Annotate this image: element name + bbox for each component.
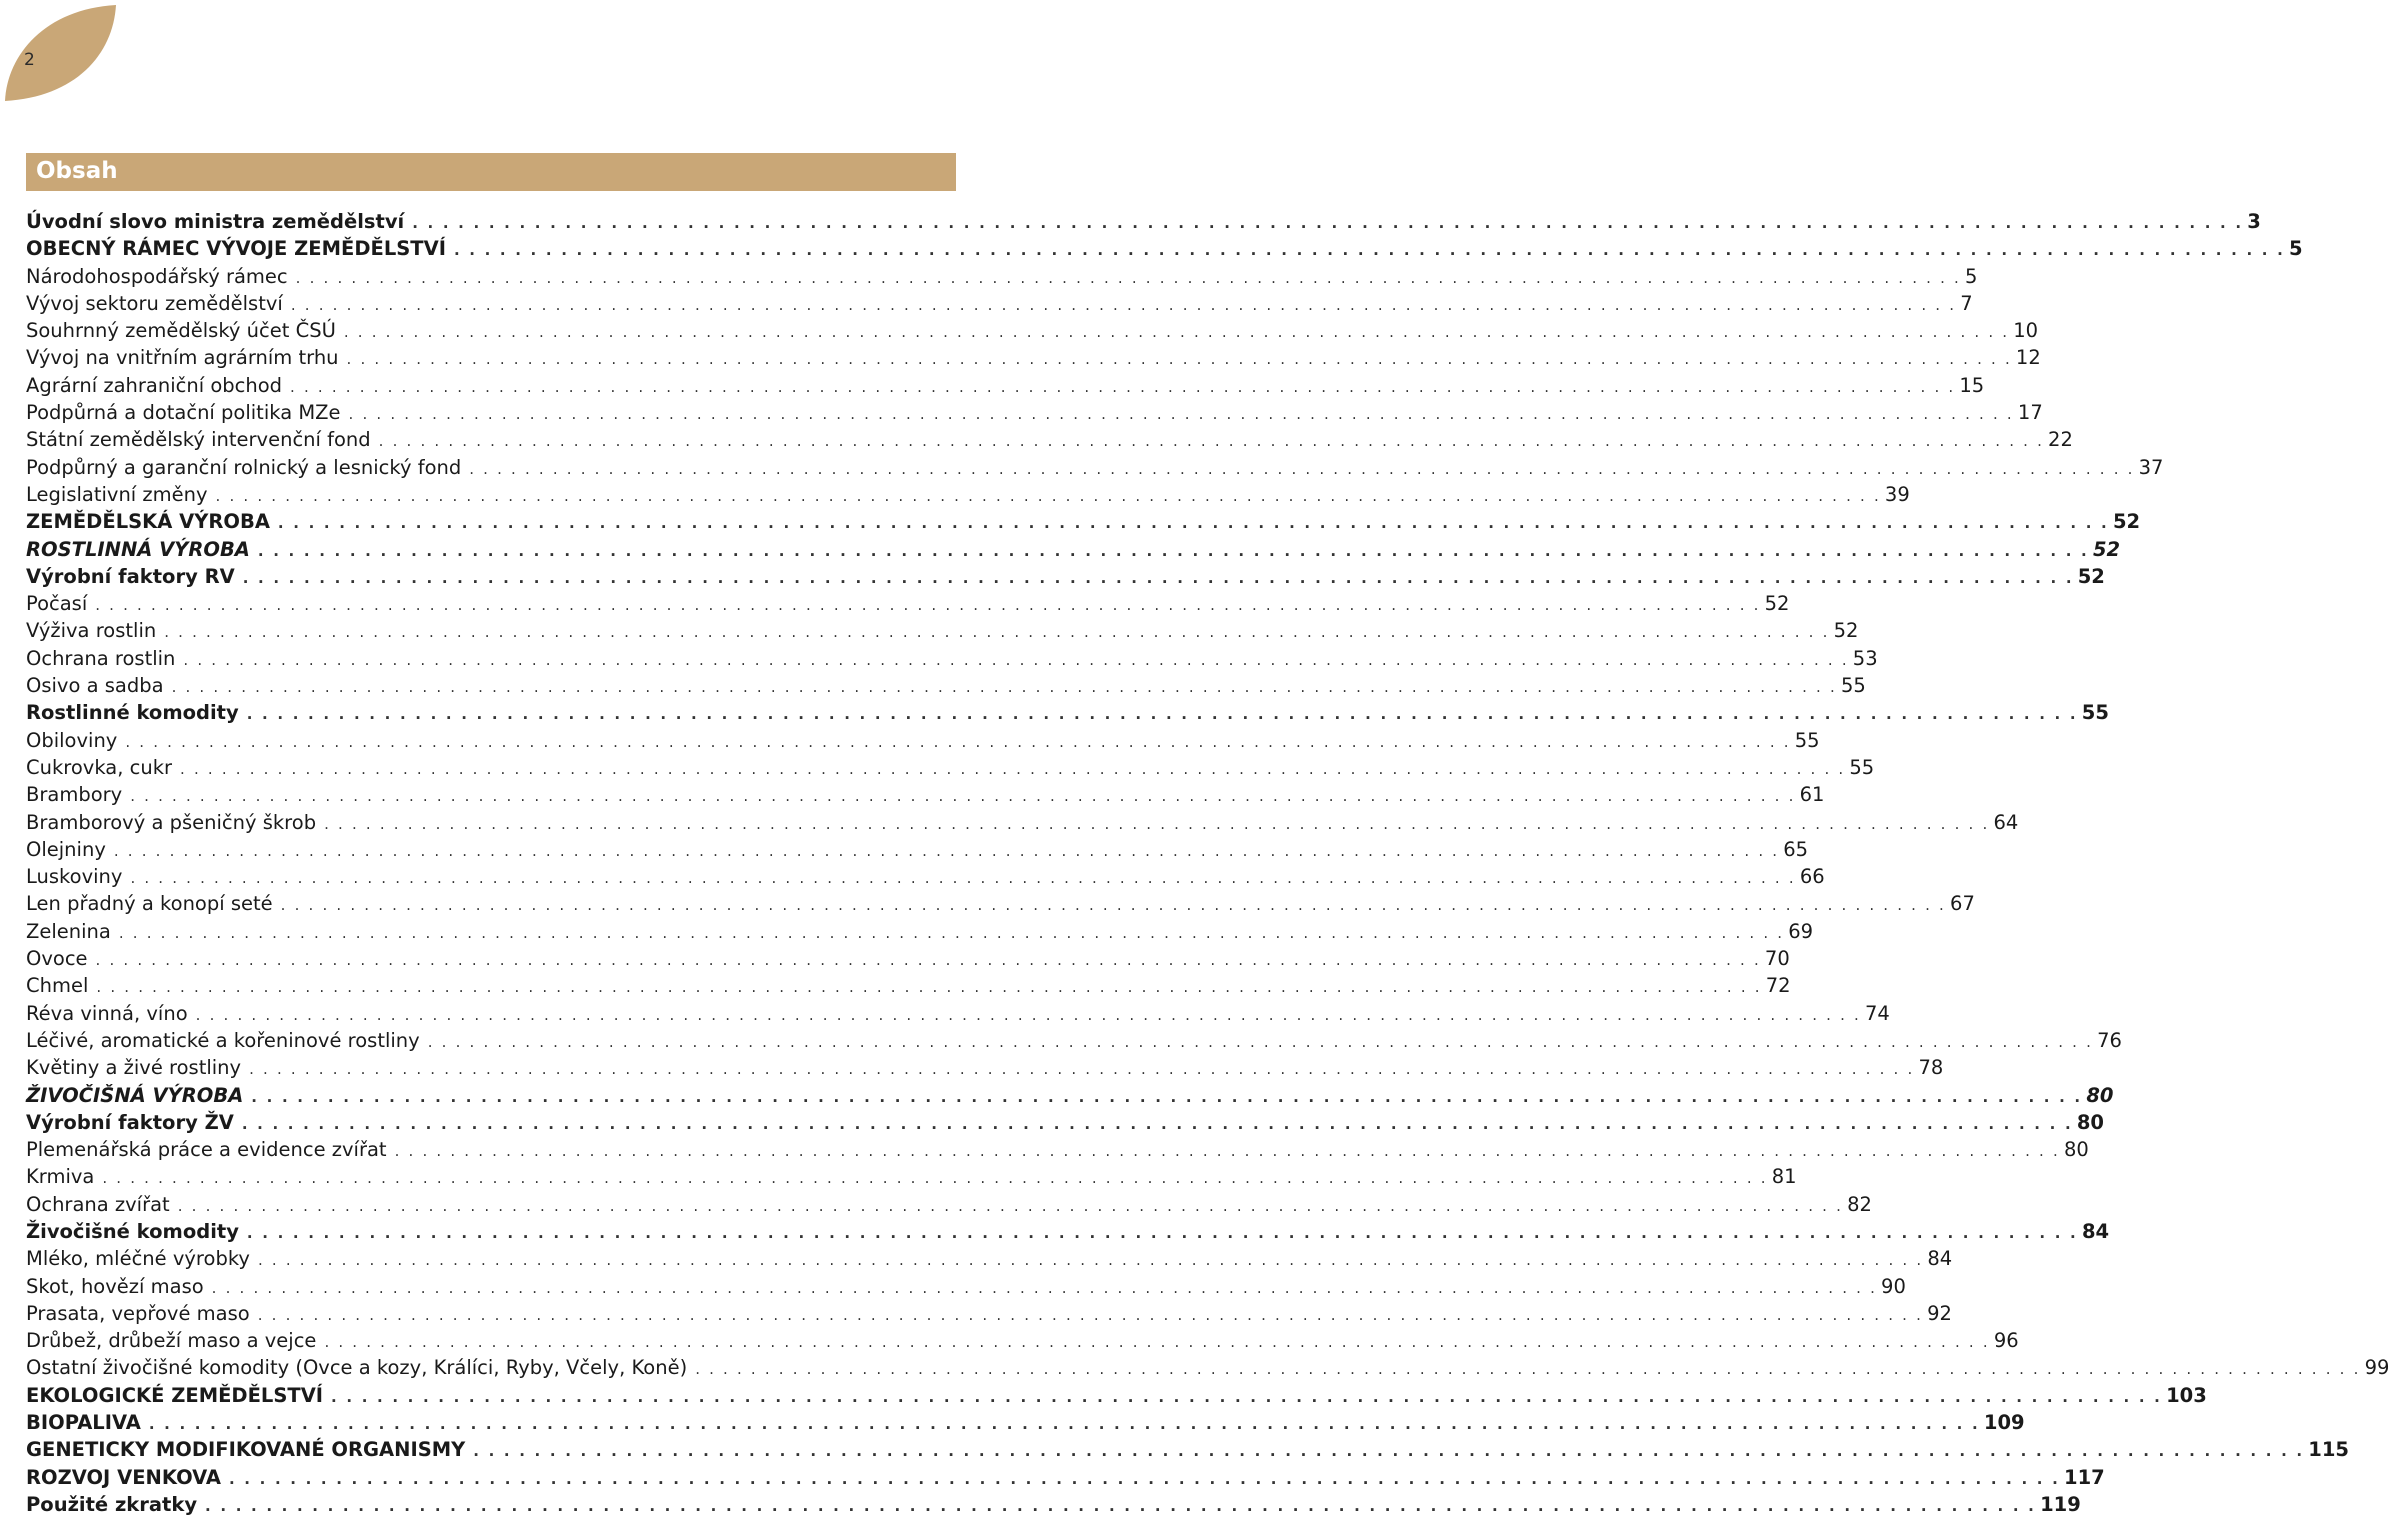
toc-leader-dots: . . . . . . . . . . . . . . . . . . . . . . . . . . . . . . . . . . . . . . . . . . . . . . . . . . . . . . . . . . . . . . . . . . . . . . . . . . . . . . . . . . . . . . . . . . . . . . . . . . . . . . . . . . . . . . . . . . . . . . . .: [118, 923, 1785, 942]
toc-entry-title: Legislativní změny: [26, 482, 208, 506]
toc-entry-page: 53: [1852, 646, 1878, 670]
toc-entry-page: 22: [2048, 428, 2073, 452]
toc-entry[interactable]: [26, 372, 1985, 399]
toc-entry-title: Výživa rostlin: [26, 619, 157, 643]
toc-entry-title: Krmiva: [26, 1165, 95, 1189]
toc-entry-title: Brambory: [26, 783, 123, 807]
toc-entry-page: 12: [2015, 346, 2041, 370]
leaf-decoration-icon: [5, 5, 116, 101]
toc-entry-title: Souhrnný zemědělský účet ČSÚ: [26, 319, 336, 343]
toc-entry-title: Léčivé, aromatické a kořeninové rostliny: [26, 1028, 420, 1052]
toc-entry-page: 5: [1965, 264, 1978, 288]
toc-entry-page: 76: [2097, 1028, 2122, 1052]
toc-entry-page: 103: [2166, 1383, 2207, 1407]
toc-entry-title: Státní zemědělský intervenční fond: [26, 428, 371, 452]
toc-entry-page: 61: [1799, 783, 1825, 807]
toc-entry-title: Výrobní faktory ŽV: [26, 1110, 234, 1134]
toc-entry-page: 80: [2086, 1083, 2114, 1107]
toc-leader-dots: . . . . . . . . . . . . . . . . . . . . . . . . . . . . . . . . . . . . . . . . . . . . . . . . . . . . . . . . . . . . . . . . . . . . . . . . . . . . . . . . . . . . . . . . . . . . . . . . . . . . . . . . . . . . . . . . . . . . . . . .: [113, 841, 1780, 860]
toc-entry[interactable]: [26, 1082, 2114, 1109]
toc-leader-dots: . . . . . . . . . . . . . . . . . . . . . . . . . . . . . . . . . . . . . . . . . . . . . . . . . . . . . . . . . . . . . . . . . . . . . . . . . . . . . . . . . . . . . . . . . . . . . . . . . . . . . . . . . . . . . . . . . . . . . . . .: [324, 814, 1990, 833]
toc-entry[interactable]: [26, 918, 1814, 945]
toc-leader-dots: . . . . . . . . . . . . . . . . . . . . . . . . . . . . . . . . . . . . . . . . . . . . . . . . . . . . . . . . . . . . . . . . . . . . . . . . . . . . . . . . . . . . . . . . . . . . . . . . . . . . . . . . . . . . . . . . . . . . . . . .: [205, 1496, 2037, 1515]
toc-entry-title: ROZVOJ VENKOVA: [26, 1465, 221, 1489]
toc-entry[interactable]: [26, 1382, 2207, 1409]
toc-entry-page: 37: [2138, 455, 2164, 479]
toc-entry-page: 84: [1927, 1247, 1953, 1271]
toc-entry-page: 67: [1950, 892, 1975, 916]
toc-leader-dots: . . . . . . . . . . . . . . . . . . . . . . . . . . . . . . . . . . . . . . . . . . . . . . . . . . . . . . . . . . . . . . . . . . . . . . . . . . . . . . . . . . . . . . . . . . . . . . . . . . . . . . . . . . . . . . . . . . . . . . . .: [453, 241, 2285, 260]
toc-entry-page: 84: [2081, 1219, 2110, 1243]
toc-leader-dots: . . . . . . . . . . . . . . . . . . . . . . . . . . . . . . . . . . . . . . . . . . . . . . . . . . . . . . . . . . . . . . . . . . . . . . . . . . . . . . . . . . . . . . . . . . . . . . . . . . . . . . . . . . . . . . . . . . . . . . . .: [348, 405, 2014, 424]
toc-leader-dots: . . . . . . . . . . . . . . . . . . . . . . . . . . . . . . . . . . . . . . . . . . . . . . . . . . . . . . . . . . . . . . . . . . . . . . . . . . . . . . . . . . . . . . . . . . . . . . . . . . . . . . . . . . . . . . . . . . . . . . . .: [346, 350, 2012, 369]
toc-entry-page: 90: [1881, 1274, 1906, 1298]
toc-entry[interactable]: [26, 1300, 1952, 1327]
toc-leader-dots: . . . . . . . . . . . . . . . . . . . . . . . . . . . . . . . . . . . . . . . . . . . . . . . . . . . . . . . . . . . . . . . . . . . . . . . . . . . . . . . . . . . . . . . . . . . . . . . . . . . . . . . . . . . . . . . . . . . . . . . .: [249, 1060, 1915, 1079]
toc-entry[interactable]: [26, 1491, 2081, 1518]
toc-entry-title: Réva vinná, víno: [26, 1001, 188, 1025]
toc-entry[interactable]: [26, 945, 1790, 972]
toc-entry-page: 119: [2040, 1492, 2081, 1516]
toc-entry[interactable]: [26, 836, 1809, 863]
toc-entry[interactable]: [26, 208, 2261, 235]
toc-entry-title: Zelenina: [26, 919, 111, 943]
toc-entry[interactable]: [26, 617, 1859, 644]
toc-entry-page: 80: [2063, 1138, 2089, 1162]
toc-leader-dots: . . . . . . . . . . . . . . . . . . . . . . . . . . . . . . . . . . . . . . . . . . . . . . . . . . . . . . . . . . . . . . . . . . . . . . . . . . . . . . . . . . . . . . . . . . . . . . . . . . . . . . . . . . . . . . . . . . . . . . . .: [177, 1196, 1844, 1215]
toc-entry-title: Osivo a sadba: [26, 674, 164, 698]
toc-entry-title: Drůbež, drůbeží maso a vejce: [26, 1329, 317, 1353]
toc-entry[interactable]: [26, 454, 2164, 481]
toc-entry[interactable]: [26, 344, 2041, 371]
toc-entry[interactable]: [26, 727, 1820, 754]
toc-entry-page: 52: [2112, 510, 2141, 534]
toc-entry[interactable]: [26, 672, 1866, 699]
toc-entry-title: Podpůrný a garanční rolnický a lesnický fond: [26, 455, 462, 479]
toc-entry-page: 39: [1884, 482, 1910, 506]
toc-leader-dots: . . . . . . . . . . . . . . . . . . . . . . . . . . . . . . . . . . . . . . . . . . . . . . . . . . . . . . . . . . . . . . . . . . . . . . . . . . . . . . . . . . . . . . . . . . . . . . . . . . . . . . . . . . . . . . . . . . . . . . . .: [241, 1114, 2073, 1133]
contents-header: [26, 153, 956, 191]
toc-entry-page: 65: [1783, 837, 1809, 861]
toc-entry-title: EKOLOGICKÉ ZEMĚDĚLSTVÍ: [26, 1383, 324, 1407]
toc-entry-page: 69: [1788, 919, 1814, 943]
toc-leader-dots: . . . . . . . . . . . . . . . . . . . . . . . . . . . . . . . . . . . . . . . . . . . . . . . . . . . . . . . . . . . . . . . . . . . . . . . . . . . . . . . . . . . . . . . . . . . . . . . . . . . . . . . . . . . . . . . . . . . . . . . .: [211, 1278, 1878, 1297]
toc-leader-dots: . . . . . . . . . . . . . . . . . . . . . . . . . . . . . . . . . . . . . . . . . . . . . . . . . . . . . . . . . . . . . . . . . . . . . . . . . . . . . . . . . . . . . . . . . . . . . . . . . . . . . . . . . . . . . . . . . . . . . . . .: [251, 1087, 2083, 1106]
toc-entry-title: ROSTLINNÁ VÝROBA: [26, 537, 250, 561]
toc-entry[interactable]: [26, 1273, 1906, 1300]
toc-entry[interactable]: [26, 1409, 2025, 1436]
toc-entry-title: Chmel: [26, 974, 89, 998]
toc-entry-page: 17: [2017, 401, 2043, 425]
toc-entry[interactable]: [26, 699, 2109, 726]
toc-leader-dots: . . . . . . . . . . . . . . . . . . . . . . . . . . . . . . . . . . . . . . . . . . . . . . . . . . . . . . . . . . . . . . . . . . . . . . . . . . . . . . . . . . . . . . . . . . . . . . . . . . . . . . . . . . . . . . . . . . . . . . . .: [412, 214, 2244, 232]
toc-entry-title: Vývoj sektoru zemědělství: [26, 291, 283, 315]
toc-leader-dots: . . . . . . . . . . . . . . . . . . . . . . . . . . . . . . . . . . . . . . . . . . . . . . . . . . . . . . . . . . . . . . . . . . . . . . . . . . . . . . . . . . . . . . . . . . . . . . . . . . . . . . . . . . . . . . . . . . . . . . . .: [695, 1360, 2361, 1379]
toc-entry-page: 81: [1771, 1165, 1797, 1189]
toc-leader-dots: . . . . . . . . . . . . . . . . . . . . . . . . . . . . . . . . . . . . . . . . . . . . . . . . . . . . . . . . . . . . . . . . . . . . . . . . . . . . . . . . . . . . . . . . . . . . . . . . . . . . . . . . . . . . . . . . . . . . . . . .: [324, 1333, 1990, 1352]
toc-entry-page: 70: [1764, 947, 1790, 971]
toc-entry[interactable]: [26, 1436, 2350, 1463]
toc-entry-page: 117: [2064, 1465, 2105, 1489]
toc-entry-page: 7: [1960, 291, 1973, 315]
toc-entry-page: 52: [2077, 564, 2105, 588]
leaf-shape: [5, 5, 116, 101]
toc-entry-title: Skot, hovězí maso: [26, 1274, 204, 1298]
toc-entry-page: 55: [1794, 728, 1820, 752]
toc-entry[interactable]: [26, 1191, 1872, 1218]
toc-leader-dots: . . . . . . . . . . . . . . . . . . . . . . . . . . . . . . . . . . . . . . . . . . . . . . . . . . . . . . . . . . . . . . . . . . . . . . . . . . . . . . . . . . . . . . . . . . . . . . . . . . . . . . . . . . . . . . . . . . . . . . . .: [215, 486, 1881, 505]
toc-leader-dots: . . . . . . . . . . . . . . . . . . . . . . . . . . . . . . . . . . . . . . . . . . . . . . . . . . . . . . . . . . . . . . . . . . . . . . . . . . . . . . . . . . . . . . . . . . . . . . . . . . . . . . . . . . . . . . . . . . . . . . . .: [257, 1305, 1924, 1324]
toc-entry-title: Úvodní slovo ministra zemědělství: [26, 210, 405, 233]
toc-entry-title: Podpůrná a dotační politika MZe: [26, 401, 341, 425]
toc-entry-page: 52: [1833, 619, 1859, 643]
toc-entry[interactable]: [26, 563, 2105, 590]
toc-entry-title: Živočišné komodity: [26, 1219, 239, 1243]
toc-entry[interactable]: [26, 809, 2019, 836]
toc-entry[interactable]: [26, 1218, 2110, 1245]
toc-leader-dots: . . . . . . . . . . . . . . . . . . . . . . . . . . . . . . . . . . . . . . . . . . . . . . . . . . . . . . . . . . . . . . . . . . . . . . . . . . . . . . . . . . . . . . . . . . . . . . . . . . . . . . . . . . . . . . . . . . . . . . . .: [257, 1251, 1924, 1270]
toc-entry-title: BIOPALIVA: [26, 1411, 141, 1435]
toc-entry[interactable]: [26, 590, 1790, 617]
toc-entry-title: Národohospodářský rámec: [26, 264, 288, 288]
toc-entry-page: 92: [1927, 1301, 1952, 1325]
toc-entry[interactable]: [26, 536, 2121, 563]
toc-leader-dots: . . . . . . . . . . . . . . . . . . . . . . . . . . . . . . . . . . . . . . . . . . . . . . . . . . . . . . . . . . . . . . . . . . . . . . . . . . . . . . . . . . . . . . . . . . . . . . . . . . . . . . . . . . . . . . . . . . . . . . . .: [228, 1469, 2061, 1488]
toc-entry-title: Prasata, vepřové maso: [26, 1301, 250, 1325]
toc-leader-dots: . . . . . . . . . . . . . . . . . . . . . . . . . . . . . . . . . . . . . . . . . . . . . . . . . . . . . . . . . . . . . . . . . . . . . . . . . . . . . . . . . . . . . . . . . . . . . . . . . . . . . . . . . . . . . . . . . . . . . . . .: [148, 1415, 1980, 1434]
toc-entry-title: Použité zkratky: [26, 1492, 198, 1516]
toc-leader-dots: . . . . . . . . . . . . . . . . . . . . . . . . . . . . . . . . . . . . . . . . . . . . . . . . . . . . . . . . . . . . . . . . . . . . . . . . . . . . . . . . . . . . . . . . . . . . . . . . . . . . . . . . . . . . . . . . . . . . . . . .: [290, 377, 1956, 396]
toc-leader-dots: . . . . . . . . . . . . . . . . . . . . . . . . . . . . . . . . . . . . . . . . . . . . . . . . . . . . . . . . . . . . . . . . . . . . . . . . . . . . . . . . . . . . . . . . . . . . . . . . . . . . . . . . . . . . . . . . . . . . . . . .: [164, 623, 1830, 642]
toc-entry-title: Ochrana rostlin: [26, 646, 176, 670]
toc-entry-title: Výrobní faktory RV: [26, 564, 235, 588]
toc-leader-dots: . . . . . . . . . . . . . . . . . . . . . . . . . . . . . . . . . . . . . . . . . . . . . . . . . . . . . . . . . . . . . . . . . . . . . . . . . . . . . . . . . . . . . . . . . . . . . . . . . . . . . . . . . . . . . . . . . . . . . . . .: [246, 705, 2078, 724]
table-of-contents: [26, 208, 2389, 1518]
toc-entry-title: GENETICKY MODIFIKOVANÉ ORGANISMY: [26, 1438, 466, 1462]
toc-entry-title: OBECNÝ RÁMEC VÝVOJE ZEMĚDĚLSTVÍ: [26, 237, 446, 261]
toc-entry[interactable]: [26, 235, 2303, 262]
toc-leader-dots: . . . . . . . . . . . . . . . . . . . . . . . . . . . . . . . . . . . . . . . . . . . . . . . . . . . . . . . . . . . . . . . . . . . . . . . . . . . . . . . . . . . . . . . . . . . . . . . . . . . . . . . . . . . . . . . . . . . . . . . .: [96, 978, 1762, 997]
toc-leader-dots: . . . . . . . . . . . . . . . . . . . . . . . . . . . . . . . . . . . . . . . . . . . . . . . . . . . . . . . . . . . . . . . . . . . . . . . . . . . . . . . . . . . . . . . . . . . . . . . . . . . . . . . . . . . . . . . . . . . . . . . .: [295, 268, 1962, 287]
toc-entry-page: 3: [2247, 210, 2261, 233]
toc-entry-title: Agrární zahraniční obchod: [26, 373, 283, 397]
toc-entry[interactable]: [26, 890, 1975, 917]
toc-entry-title: Mléko, mléčné výrobky: [26, 1247, 250, 1271]
toc-leader-dots: . . . . . . . . . . . . . . . . . . . . . . . . . . . . . . . . . . . . . . . . . . . . . . . . . . . . . . . . . . . . . . . . . . . . . . . . . . . . . . . . . . . . . . . . . . . . . . . . . . . . . . . . . . . . . . . . . . . . . . . .: [331, 1387, 2163, 1406]
toc-entry-title: Ochrana zvířat: [26, 1192, 170, 1216]
toc-entry[interactable]: [26, 481, 1910, 508]
toc-entry-page: 55: [1849, 755, 1875, 779]
toc-entry[interactable]: [26, 317, 2039, 344]
toc-leader-dots: . . . . . . . . . . . . . . . . . . . . . . . . . . . . . . . . . . . . . . . . . . . . . . . . . . . . . . . . . . . . . . . . . . . . . . . . . . . . . . . . . . . . . . . . . . . . . . . . . . . . . . . . . . . . . . . . . . . . . . . .: [427, 1032, 2094, 1051]
toc-entry-title: Bramborový a pšeničný škrob: [26, 810, 317, 834]
toc-entry-page: 74: [1865, 1001, 1890, 1025]
toc-leader-dots: . . . . . . . . . . . . . . . . . . . . . . . . . . . . . . . . . . . . . . . . . . . . . . . . . . . . . . . . . . . . . . . . . . . . . . . . . . . . . . . . . . . . . . . . . . . . . . . . . . . . . . . . . . . . . . . . . . . . . . . .: [183, 650, 1849, 669]
toc-entry-page: 82: [1847, 1192, 1872, 1216]
toc-entry[interactable]: [26, 1027, 2122, 1054]
toc-entry-title: Ostatní živočišné komodity (Ovce a kozy, Králíci, Ryby, Včely, Koně): [26, 1356, 688, 1380]
toc-entry-page: 96: [1993, 1329, 2019, 1353]
toc-entry[interactable]: [26, 1245, 1953, 1272]
toc-leader-dots: . . . . . . . . . . . . . . . . . . . . . . . . . . . . . . . . . . . . . . . . . . . . . . . . . . . . . . . . . . . . . . . . . . . . . . . . . . . . . . . . . . . . . . . . . . . . . . . . . . . . . . . . . . . . . . . . . . . . . . . .: [95, 951, 1761, 970]
toc-entry[interactable]: [26, 290, 1973, 317]
toc-entry-page: 66: [1799, 865, 1825, 889]
toc-leader-dots: . . . . . . . . . . . . . . . . . . . . . . . . . . . . . . . . . . . . . . . . . . . . . . . . . . . . . . . . . . . . . . . . . . . . . . . . . . . . . . . . . . . . . . . . . . . . . . . . . . . . . . . . . . . . . . . . . . . . . . . .: [280, 896, 1947, 915]
toc-entry[interactable]: [26, 1054, 1944, 1081]
toc-leader-dots: . . . . . . . . . . . . . . . . . . . . . . . . . . . . . . . . . . . . . . . . . . . . . . . . . . . . . . . . . . . . . . . . . . . . . . . . . . . . . . . . . . . . . . . . . . . . . . . . . . . . . . . . . . . . . . . . . . . . . . . .: [473, 1442, 2305, 1461]
toc-leader-dots: . . . . . . . . . . . . . . . . . . . . . . . . . . . . . . . . . . . . . . . . . . . . . . . . . . . . . . . . . . . . . . . . . . . . . . . . . . . . . . . . . . . . . . . . . . . . . . . . . . . . . . . . . . . . . . . . . . . . . . . .: [242, 568, 2074, 587]
toc-entry-title: Obiloviny: [26, 728, 118, 752]
toc-leader-dots: . . . . . . . . . . . . . . . . . . . . . . . . . . . . . . . . . . . . . . . . . . . . . . . . . . . . . . . . . . . . . . . . . . . . . . . . . . . . . . . . . . . . . . . . . . . . . . . . . . . . . . . . . . . . . . . . . . . . . . . .: [246, 1223, 2078, 1242]
toc-entry-page: 15: [1959, 373, 1985, 397]
toc-entry-title: Vývoj na vnitřním agrárním trhu: [26, 346, 339, 370]
toc-entry[interactable]: [26, 1163, 1797, 1190]
toc-entry-title: ZEMĚDĚLSKÁ VÝROBA: [26, 510, 270, 534]
toc-entry-page: 52: [1764, 592, 1790, 616]
toc-entry[interactable]: [26, 781, 1825, 808]
page-title: Obsah: [36, 158, 118, 184]
toc-entry[interactable]: [26, 1327, 2019, 1354]
toc-entry[interactable]: [26, 972, 1791, 999]
toc-entry[interactable]: [26, 1354, 2389, 1381]
toc-entry-page: 55: [1840, 674, 1866, 698]
toc-entry-page: 52: [2092, 537, 2121, 561]
toc-entry-page: 64: [1993, 810, 2019, 834]
toc-leader-dots: . . . . . . . . . . . . . . . . . . . . . . . . . . . . . . . . . . . . . . . . . . . . . . . . . . . . . . . . . . . . . . . . . . . . . . . . . . . . . . . . . . . . . . . . . . . . . . . . . . . . . . . . . . . . . . . . . . . . . . . .: [257, 541, 2089, 560]
toc-leader-dots: . . . . . . . . . . . . . . . . . . . . . . . . . . . . . . . . . . . . . . . . . . . . . . . . . . . . . . . . . . . . . . . . . . . . . . . . . . . . . . . . . . . . . . . . . . . . . . . . . . . . . . . . . . . . . . . . . . . . . . . .: [130, 787, 1796, 806]
toc-entry-title: Olejniny: [26, 837, 106, 861]
toc-entry-page: 10: [2013, 319, 2039, 343]
toc-entry-title: Květiny a živé rostliny: [26, 1056, 242, 1080]
toc-leader-dots: . . . . . . . . . . . . . . . . . . . . . . . . . . . . . . . . . . . . . . . . . . . . . . . . . . . . . . . . . . . . . . . . . . . . . . . . . . . . . . . . . . . . . . . . . . . . . . . . . . . . . . . . . . . . . . . . . . . . . . . .: [102, 1169, 1768, 1188]
toc-entry[interactable]: [26, 1000, 1890, 1027]
toc-entry[interactable]: [26, 399, 2043, 426]
toc-entry-title: Luskoviny: [26, 865, 123, 889]
toc-entry-page: 115: [2308, 1438, 2350, 1462]
toc-leader-dots: . . . . . . . . . . . . . . . . . . . . . . . . . . . . . . . . . . . . . . . . . . . . . . . . . . . . . . . . . . . . . . . . . . . . . . . . . . . . . . . . . . . . . . . . . . . . . . . . . . . . . . . . . . . . . . . . . . . . . . . .: [394, 1142, 2060, 1161]
toc-entry-page: 80: [2076, 1110, 2104, 1134]
toc-leader-dots: . . . . . . . . . . . . . . . . . . . . . . . . . . . . . . . . . . . . . . . . . . . . . . . . . . . . . . . . . . . . . . . . . . . . . . . . . . . . . . . . . . . . . . . . . . . . . . . . . . . . . . . . . . . . . . . . . . . . . . . .: [180, 759, 1846, 778]
toc-leader-dots: . . . . . . . . . . . . . . . . . . . . . . . . . . . . . . . . . . . . . . . . . . . . . . . . . . . . . . . . . . . . . . . . . . . . . . . . . . . . . . . . . . . . . . . . . . . . . . . . . . . . . . . . . . . . . . . . . . . . . . . .: [125, 732, 1791, 751]
toc-entry[interactable]: [26, 1109, 2104, 1136]
toc-entry[interactable]: [26, 426, 2073, 453]
toc-entry-title: Rostlinné komodity: [26, 701, 239, 725]
toc-entry-page: 99: [2364, 1356, 2389, 1380]
toc-leader-dots: . . . . . . . . . . . . . . . . . . . . . . . . . . . . . . . . . . . . . . . . . . . . . . . . . . . . . . . . . . . . . . . . . . . . . . . . . . . . . . . . . . . . . . . . . . . . . . . . . . . . . . . . . . . . . . . . . . . . . . . .: [469, 459, 2135, 478]
toc-leader-dots: . . . . . . . . . . . . . . . . . . . . . . . . . . . . . . . . . . . . . . . . . . . . . . . . . . . . . . . . . . . . . . . . . . . . . . . . . . . . . . . . . . . . . . . . . . . . . . . . . . . . . . . . . . . . . . . . . . . . . . . .: [343, 323, 2010, 342]
toc-entry[interactable]: [26, 754, 1875, 781]
toc-leader-dots: . . . . . . . . . . . . . . . . . . . . . . . . . . . . . . . . . . . . . . . . . . . . . . . . . . . . . . . . . . . . . . . . . . . . . . . . . . . . . . . . . . . . . . . . . . . . . . . . . . . . . . . . . . . . . . . . . . . . . . . .: [171, 678, 1837, 697]
toc-entry-title: Počasí: [26, 592, 88, 616]
toc-entry[interactable]: [26, 645, 1878, 672]
toc-leader-dots: . . . . . . . . . . . . . . . . . . . . . . . . . . . . . . . . . . . . . . . . . . . . . . . . . . . . . . . . . . . . . . . . . . . . . . . . . . . . . . . . . . . . . . . . . . . . . . . . . . . . . . . . . . . . . . . . . . . . . . . .: [95, 596, 1761, 615]
toc-entry-title: Len přadný a konopí seté: [26, 892, 273, 916]
toc-entry-title: Cukrovka, cukr: [26, 755, 173, 779]
toc-entry-page: 78: [1918, 1056, 1944, 1080]
toc-entry-page: 5: [2288, 237, 2303, 261]
toc-leader-dots: . . . . . . . . . . . . . . . . . . . . . . . . . . . . . . . . . . . . . . . . . . . . . . . . . . . . . . . . . . . . . . . . . . . . . . . . . . . . . . . . . . . . . . . . . . . . . . . . . . . . . . . . . . . . . . . . . . . . . . . .: [290, 295, 1957, 314]
toc-leader-dots: . . . . . . . . . . . . . . . . . . . . . . . . . . . . . . . . . . . . . . . . . . . . . . . . . . . . . . . . . . . . . . . . . . . . . . . . . . . . . . . . . . . . . . . . . . . . . . . . . . . . . . . . . . . . . . . . . . . . . . . .: [195, 1005, 1862, 1024]
toc-entry-title: Plemenářská práce a evidence zvířat: [26, 1138, 387, 1162]
toc-entry-title: Ovoce: [26, 947, 88, 971]
toc-entry[interactable]: [26, 1464, 2105, 1491]
toc-entry[interactable]: [26, 863, 1825, 890]
toc-entry-page: 72: [1765, 974, 1791, 998]
toc-entry[interactable]: [26, 1136, 2089, 1163]
toc-entry-page: 55: [2081, 701, 2109, 725]
toc-entry-title: ŽIVOČIŠNÁ VÝROBA: [26, 1083, 244, 1107]
toc-entry-page: 109: [1983, 1411, 2025, 1435]
toc-leader-dots: . . . . . . . . . . . . . . . . . . . . . . . . . . . . . . . . . . . . . . . . . . . . . . . . . . . . . . . . . . . . . . . . . . . . . . . . . . . . . . . . . . . . . . . . . . . . . . . . . . . . . . . . . . . . . . . . . . . . . . . .: [130, 869, 1796, 888]
toc-leader-dots: . . . . . . . . . . . . . . . . . . . . . . . . . . . . . . . . . . . . . . . . . . . . . . . . . . . . . . . . . . . . . . . . . . . . . . . . . . . . . . . . . . . . . . . . . . . . . . . . . . . . . . . . . . . . . . . . . . . . . . . .: [277, 514, 2109, 533]
toc-leader-dots: . . . . . . . . . . . . . . . . . . . . . . . . . . . . . . . . . . . . . . . . . . . . . . . . . . . . . . . . . . . . . . . . . . . . . . . . . . . . . . . . . . . . . . . . . . . . . . . . . . . . . . . . . . . . . . . . . . . . . . . .: [378, 432, 2045, 451]
page-number: 2: [24, 50, 35, 70]
toc-entry[interactable]: [26, 263, 1978, 290]
toc-entry[interactable]: [26, 508, 2141, 535]
